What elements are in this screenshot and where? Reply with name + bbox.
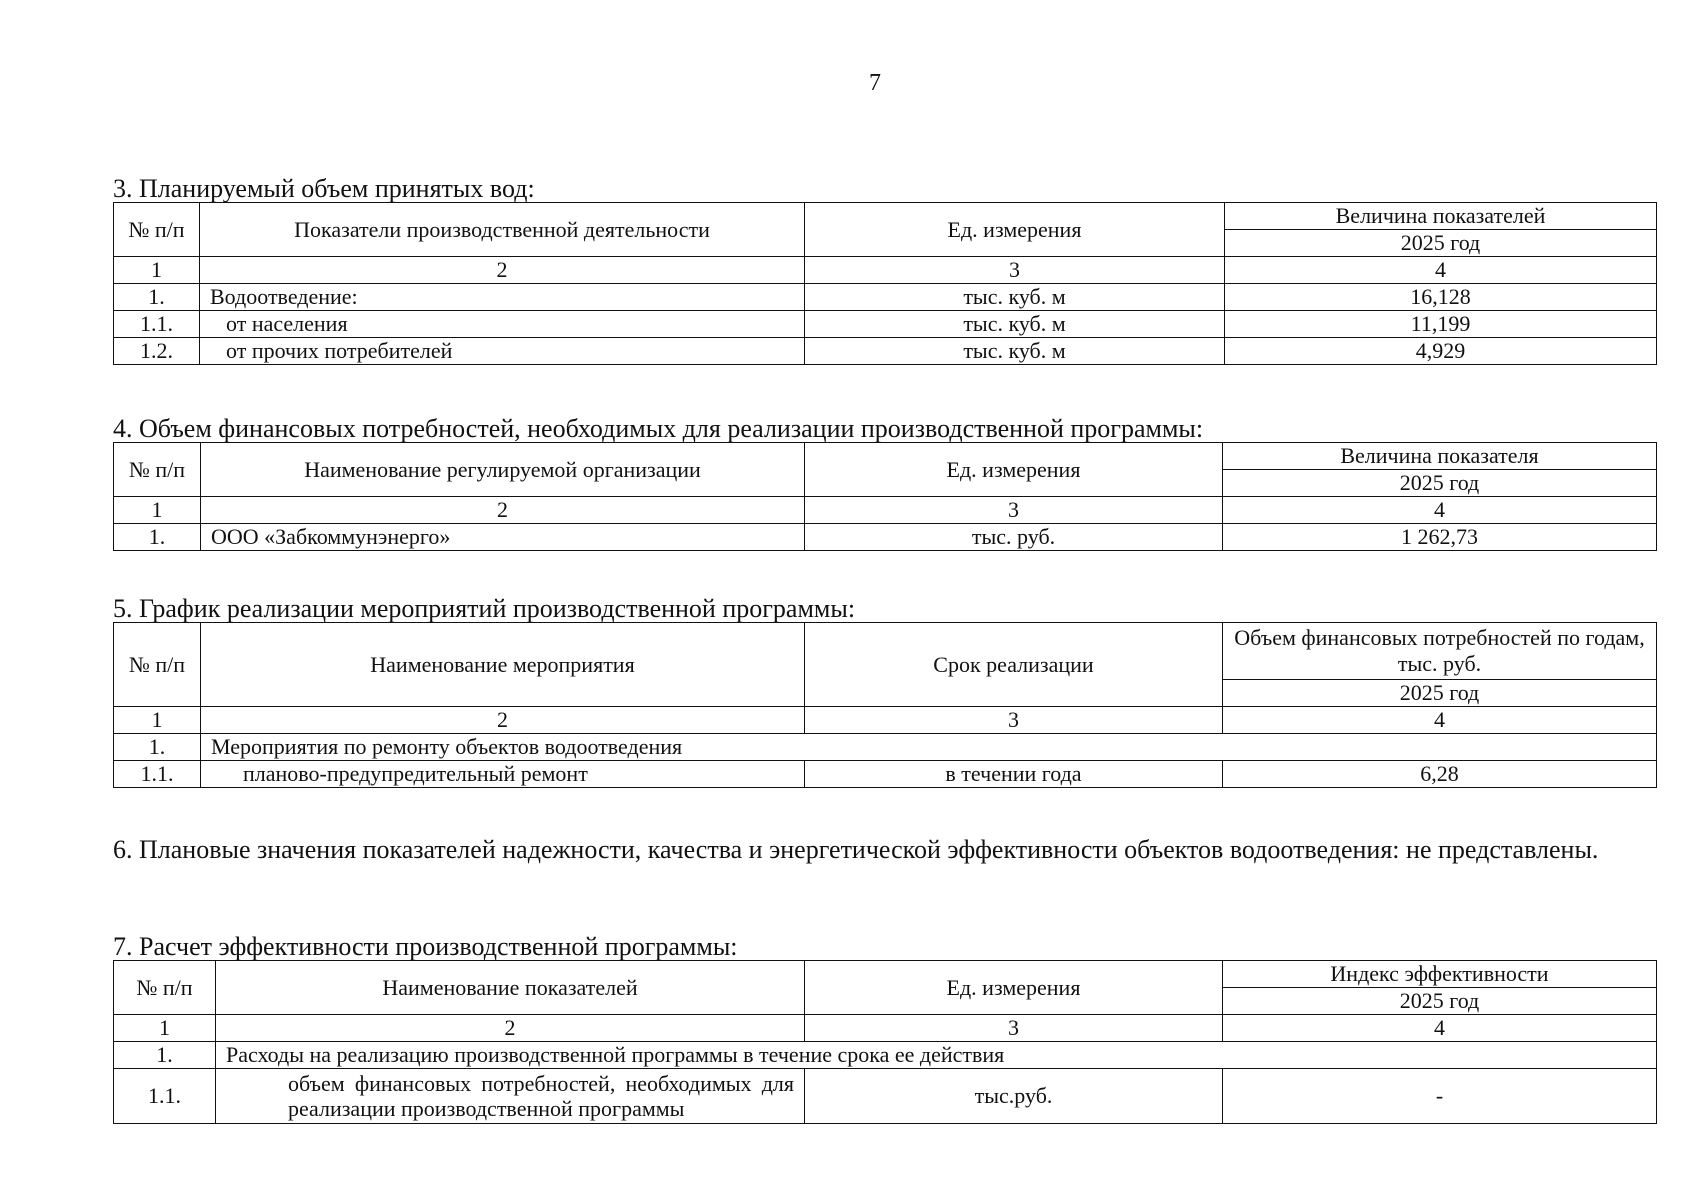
header-year: 2025 год xyxy=(1223,988,1657,1015)
row-num: 1.1. xyxy=(114,1069,216,1124)
header-value: Индекс эффективности xyxy=(1223,961,1657,988)
efficiency-table xyxy=(113,960,1657,1124)
header-num: № п/п xyxy=(114,443,201,497)
col-number: 2 xyxy=(200,257,805,284)
col-number: 3 xyxy=(805,497,1223,524)
col-number: 3 xyxy=(805,257,1225,284)
header-year: 2025 год xyxy=(1225,230,1657,257)
column-numbers-row xyxy=(114,707,1657,734)
table-row xyxy=(114,284,1657,311)
header-year: 2025 год xyxy=(1223,680,1657,707)
row-unit: тыс.руб. xyxy=(805,1069,1223,1124)
financial-needs-table xyxy=(113,442,1657,551)
col-number: 2 xyxy=(216,1015,805,1042)
section-5-title: 5. График реализации мероприятий производственной программы: xyxy=(113,594,856,623)
row-name: от прочих потребителей xyxy=(200,338,805,365)
col-number: 1 xyxy=(114,707,201,734)
col-number: 1 xyxy=(114,497,201,524)
row-name: планово-предупредительный ремонт xyxy=(201,761,805,788)
row-num: 1. xyxy=(114,1042,216,1069)
table-group-row xyxy=(114,734,1657,761)
col-number: 2 xyxy=(201,497,805,524)
table-row xyxy=(114,338,1657,365)
row-num: 1.2. xyxy=(114,338,200,365)
row-value: - xyxy=(1223,1069,1657,1124)
section-5 xyxy=(113,596,1656,788)
table-row xyxy=(114,1069,1657,1124)
table-row xyxy=(114,524,1657,551)
header-name: Показатели производственной деятельности xyxy=(200,203,805,257)
header-name: Наименование регулируемой организации xyxy=(201,443,805,497)
section-3 xyxy=(113,176,1656,365)
row-value: 1 262,73 xyxy=(1223,524,1657,551)
header-unit: Ед. измерения xyxy=(805,443,1223,497)
header-unit: Ед. измерения xyxy=(805,961,1223,1015)
col-number: 4 xyxy=(1225,257,1657,284)
section-6-text: 6. Плановые значения показателей надежности, качества и энергетической эффективности объектов водоотведения: не представлены. xyxy=(113,835,1599,864)
header-value: Величина показателей xyxy=(1225,203,1657,230)
section-7-title: 7. Расчет эффективности производственной программы: xyxy=(113,932,738,961)
section-7 xyxy=(113,934,1656,1124)
section-4 xyxy=(113,416,1656,551)
header-name: Наименование мероприятия xyxy=(201,623,805,707)
planned-volume-table xyxy=(113,202,1657,365)
col-number: 3 xyxy=(805,707,1223,734)
row-value: 6,28 xyxy=(1223,761,1657,788)
table-row xyxy=(114,311,1657,338)
col-number: 2 xyxy=(201,707,805,734)
table-row xyxy=(114,761,1657,788)
section-4-title: 4. Объем финансовых потребностей, необходимых для реализации производственной программы: xyxy=(113,414,1204,443)
row-unit: тыс. куб. м xyxy=(805,338,1225,365)
schedule-table xyxy=(113,622,1657,788)
column-numbers-row xyxy=(114,1015,1657,1042)
row-num: 1. xyxy=(114,284,200,311)
col-number: 4 xyxy=(1223,497,1657,524)
row-term: в течении года xyxy=(805,761,1223,788)
row-num: 1. xyxy=(114,524,201,551)
header-num: № п/п xyxy=(114,961,216,1015)
row-unit: тыс. руб. xyxy=(805,524,1223,551)
row-name: объем финансовых потребностей, необходимых для реализации производственной программы xyxy=(216,1069,805,1124)
row-num: 1.1. xyxy=(114,311,200,338)
row-name: Водоотведение: xyxy=(200,284,805,311)
row-num: 1.1. xyxy=(114,761,201,788)
col-number: 1 xyxy=(114,1015,216,1042)
col-number: 1 xyxy=(114,257,200,284)
col-number: 4 xyxy=(1223,707,1657,734)
header-year: 2025 год xyxy=(1223,470,1657,497)
column-numbers-row xyxy=(114,497,1657,524)
table-group-row xyxy=(114,1042,1657,1069)
column-numbers-row xyxy=(114,257,1657,284)
row-name: ООО «Забкоммунэнерго» xyxy=(201,524,805,551)
col-number: 4 xyxy=(1223,1015,1657,1042)
row-value: 11,199 xyxy=(1225,311,1657,338)
group-name: Мероприятия по ремонту объектов водоотведения xyxy=(201,734,1657,761)
header-num: № п/п xyxy=(114,623,201,707)
header-name: Наименование показателей xyxy=(216,961,805,1015)
row-unit: тыс. куб. м xyxy=(805,284,1225,311)
row-num: 1. xyxy=(114,734,201,761)
page-number: 7 xyxy=(869,70,881,96)
header-value: Величина показателя xyxy=(1223,443,1657,470)
header-unit: Ед. измерения xyxy=(805,203,1225,257)
group-name: Расходы на реализацию производственной программы в течение срока ее действия xyxy=(216,1042,1657,1069)
row-name: от населения xyxy=(200,311,805,338)
col-number: 3 xyxy=(805,1015,1223,1042)
header-term: Срок реализации xyxy=(805,623,1223,707)
header-num: № п/п xyxy=(114,203,200,257)
row-unit: тыс. куб. м xyxy=(805,311,1225,338)
row-value: 4,929 xyxy=(1225,338,1657,365)
section-3-title: 3. Планируемый объем принятых вод: xyxy=(113,174,535,203)
header-value: Объем финансовых потребностей по годам, тыс. руб. xyxy=(1223,623,1657,680)
row-value: 16,128 xyxy=(1225,284,1657,311)
